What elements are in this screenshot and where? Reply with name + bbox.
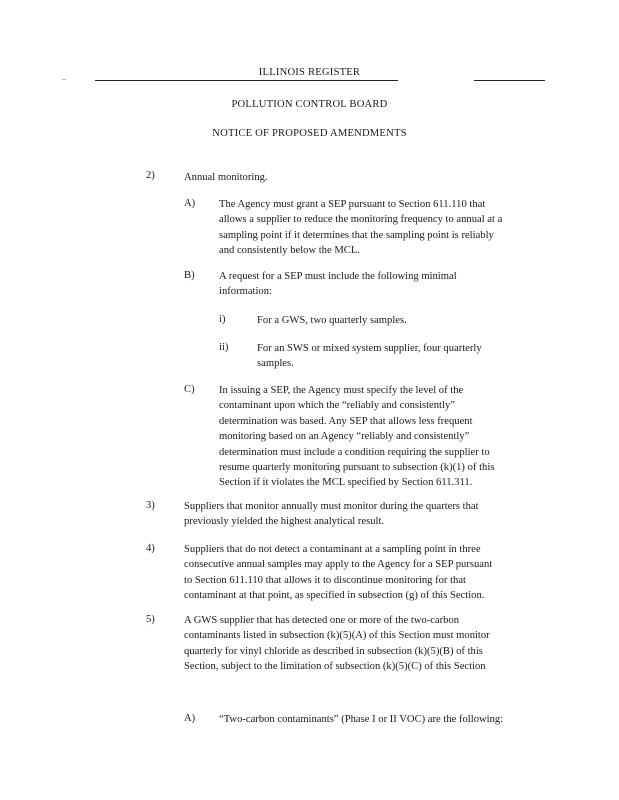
subitem-text	[219, 383, 549, 491]
roman-label: ii)	[219, 342, 229, 353]
item-number: 2)	[146, 170, 155, 181]
text-line: and consistently below the MCL.	[219, 245, 360, 257]
subitem-label: C)	[184, 384, 195, 395]
item-title: Annual monitoring.	[184, 172, 268, 183]
text-line: Suppliers that monitor annually must monitor during the quarters that	[184, 501, 479, 512]
text-line: For an SWS or mixed system supplier, four quarterly	[257, 343, 482, 354]
item-number: 4)	[146, 543, 155, 554]
text-line: resume quarterly monitoring pursuant to subsection (k)(1) of this	[219, 462, 495, 474]
text-line: contaminant at that point, as specified in subsection (g) of this Section.	[184, 590, 485, 602]
text-line: allows a supplier to reduce the monitoring frequency to annual at a	[219, 214, 503, 226]
subitem-text	[219, 269, 549, 300]
subitem-label: A)	[184, 713, 196, 724]
text-line: contaminant upon which the “reliably and consistently”	[219, 400, 455, 412]
text-line: sampling point if it determines that the sampling point is reliably	[219, 229, 494, 241]
item-number: 5)	[146, 614, 155, 625]
text-line: to Section 611.110 that allows it to discontinue monitoring for that	[184, 574, 466, 586]
header-rule-left	[95, 80, 398, 81]
text-line: contaminants listed in subsection (k)(5)(A) of this Section must monitor	[184, 630, 490, 642]
item-text	[184, 499, 554, 530]
text-line: Section if it violates the MCL specified by Section 611.311.	[219, 477, 473, 489]
text-line: determination was based. Any SEP that allows less frequent	[219, 415, 473, 427]
board-title: POLLUTION CONTROL BOARD	[231, 99, 388, 110]
text-line: monitoring based on an Agency “reliably and consistently”	[219, 431, 470, 443]
text-line: Suppliers that do not detect a contaminant at a sampling point in three	[184, 544, 481, 555]
roman-text: For a GWS, two quarterly samples.	[257, 315, 407, 326]
subitem-label: A)	[184, 198, 196, 209]
item-text	[184, 542, 554, 604]
roman-label: i)	[219, 314, 226, 325]
text-line: determination must include a condition requiring the supplier to	[219, 446, 490, 458]
text-line: samples.	[257, 358, 294, 370]
text-line: A request for a SEP must include the following minimal	[219, 271, 457, 282]
subitem-text: “Two-carbon contaminants” (Phase I or II VOC) are the following:	[219, 714, 504, 725]
subitem-label: B)	[184, 270, 195, 281]
header-rule-right	[474, 80, 545, 81]
text-line: A GWS supplier that has detected one or more of the two-carbon	[184, 615, 460, 626]
margin-mark: ..	[62, 73, 66, 82]
roman-text	[257, 341, 552, 372]
text-line: Section, subject to the limitation of subsection (k)(5)(C) of this Section	[184, 661, 486, 673]
item-text	[184, 613, 554, 675]
text-line: quarterly for vinyl chloride as described in subsection (k)(5)(B) of this	[184, 645, 483, 657]
text-line: previously yielded the highest analytical result.	[184, 516, 385, 528]
notice-title: NOTICE OF PROPOSED AMENDMENTS	[212, 128, 407, 139]
text-line: The Agency must grant a SEP pursuant to Section 611.110 that	[219, 199, 486, 210]
text-line: information:	[219, 286, 272, 298]
subitem-text	[219, 197, 549, 259]
text-line: In issuing a SEP, the Agency must specify the level of the	[219, 385, 464, 396]
text-line: consecutive annual samples may apply to the Agency for a SEP pursuant	[184, 559, 493, 571]
item-number: 3)	[146, 500, 155, 511]
register-title: ILLINOIS REGISTER	[258, 67, 361, 78]
